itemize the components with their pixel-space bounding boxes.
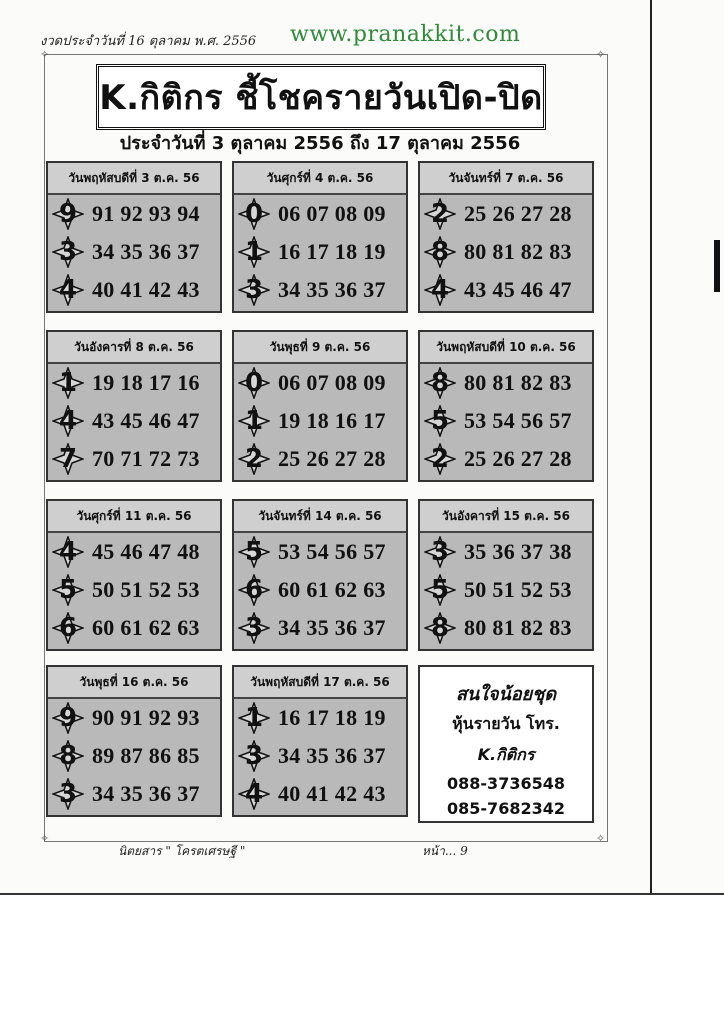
lead-digit: 8 (430, 613, 450, 643)
number-set: 43 45 46 47 (92, 408, 200, 433)
number-set: 25 26 27 28 (278, 446, 386, 471)
lead-digit: 4 (58, 406, 78, 436)
star-digit-badge (424, 236, 456, 268)
star-digit-badge (424, 443, 456, 475)
star-digit-badge (238, 236, 270, 268)
day-panel (418, 499, 594, 651)
number-row (234, 699, 406, 737)
star-digit-badge (238, 702, 270, 734)
number-set: 43 45 46 47 (464, 277, 572, 302)
number-row (48, 440, 220, 478)
lead-digit: 9 (58, 199, 78, 229)
star-digit-badge (52, 612, 84, 644)
page-title: K.กิติกร ชี้โชครายวันเปิด-ปิด (99, 78, 543, 118)
number-row (48, 402, 220, 440)
day-panel (232, 330, 408, 482)
star-digit-badge (424, 367, 456, 399)
lead-digit: 1 (244, 406, 264, 436)
star-digit-badge (52, 367, 84, 399)
date-range: ประจำวันที่ 3 ตุลาคม 2556 ถึง 17 ตุลาคม 2556 (119, 133, 521, 154)
lead-digit: 5 (430, 575, 450, 605)
star-digit-badge (238, 740, 270, 772)
day-panel (418, 330, 594, 482)
number-row (234, 440, 406, 478)
corner-star-icon: ✧ (40, 48, 50, 61)
lead-digit: 4 (244, 779, 264, 809)
number-row (420, 533, 592, 571)
number-set: 34 35 36 37 (278, 743, 386, 768)
number-row (48, 271, 220, 309)
page-edge-line (650, 0, 652, 893)
lead-digit: 4 (58, 275, 78, 305)
lead-digit: 3 (430, 537, 450, 567)
contact-phone-1: 088-3736548 (447, 774, 565, 793)
number-set: 70 71 72 73 (92, 446, 200, 471)
contact-line-2: หุ้นรายวัน โทร. (452, 714, 560, 733)
lead-digit: 2 (244, 444, 264, 474)
star-digit-badge (52, 536, 84, 568)
number-set: 80 81 82 83 (464, 615, 572, 640)
number-row (234, 364, 406, 402)
day-panel (46, 161, 222, 313)
scan-margin (0, 893, 724, 1026)
day-panel-title: วันพุธที่ 16 ต.ค. 56 (48, 667, 220, 699)
star-digit-badge (424, 405, 456, 437)
day-panel-title: วันพฤหัสบดีที่ 10 ต.ค. 56 (420, 332, 592, 364)
number-set: 53 54 56 57 (278, 539, 386, 564)
contact-line-1: สนใจน้อยชุด (455, 684, 557, 705)
number-set: 50 51 52 53 (92, 577, 200, 602)
day-panel (232, 665, 408, 817)
number-set: 34 35 36 37 (278, 615, 386, 640)
number-row (420, 440, 592, 478)
contact-name: K.กิติกร (477, 745, 535, 764)
lead-digit: 0 (244, 199, 264, 229)
star-digit-badge (238, 778, 270, 810)
lead-digit: 1 (58, 368, 78, 398)
day-panel (232, 161, 408, 313)
number-row (234, 737, 406, 775)
number-set: 06 07 08 09 (278, 370, 386, 395)
lead-digit: 9 (58, 703, 78, 733)
lead-digit: 8 (58, 741, 78, 771)
star-digit-badge (238, 198, 270, 230)
number-row (420, 571, 592, 609)
number-set: 19 18 16 17 (278, 408, 386, 433)
day-panel-title: วันพฤหัสบดีที่ 17 ต.ค. 56 (234, 667, 406, 699)
number-row (420, 233, 592, 271)
number-row (48, 195, 220, 233)
number-set: 89 87 86 85 (92, 743, 200, 768)
lead-digit: 5 (244, 537, 264, 567)
day-panel-title: วันพฤหัสบดีที่ 3 ต.ค. 56 (48, 163, 220, 195)
number-row (234, 775, 406, 813)
number-row (48, 571, 220, 609)
number-row (48, 775, 220, 813)
corner-star-icon: ✧ (596, 48, 606, 61)
lead-digit: 4 (430, 275, 450, 305)
star-digit-badge (52, 405, 84, 437)
lead-digit: 3 (58, 779, 78, 809)
number-row (420, 195, 592, 233)
lead-digit: 0 (244, 368, 264, 398)
day-panel (232, 499, 408, 651)
number-row (48, 609, 220, 647)
lead-digit: 3 (244, 613, 264, 643)
star-digit-badge (238, 612, 270, 644)
lead-digit: 2 (430, 199, 450, 229)
day-panel-title: วันจันทร์ที่ 14 ต.ค. 56 (234, 501, 406, 533)
lead-digit: 8 (430, 368, 450, 398)
star-digit-badge (238, 443, 270, 475)
star-digit-badge (238, 536, 270, 568)
number-set: 16 17 18 19 (278, 705, 386, 730)
number-set: 90 91 92 93 (92, 705, 200, 730)
lead-digit: 8 (430, 237, 450, 267)
number-set: 16 17 18 19 (278, 239, 386, 264)
number-set: 40 41 42 43 (278, 781, 386, 806)
star-digit-badge (238, 274, 270, 306)
day-panel-title: วันจันทร์ที่ 7 ต.ค. 56 (420, 163, 592, 195)
star-digit-badge (52, 443, 84, 475)
lead-digit: 7 (58, 444, 78, 474)
lead-digit: 5 (58, 575, 78, 605)
lead-digit: 2 (430, 444, 450, 474)
number-row (234, 195, 406, 233)
footer-magazine: นิตยสาร " โครตเศรษฐี " (118, 844, 246, 858)
number-set: 34 35 36 37 (92, 781, 200, 806)
star-digit-badge (52, 778, 84, 810)
scan-mark (714, 240, 720, 292)
number-row (234, 402, 406, 440)
contact-box (418, 665, 594, 823)
number-row (420, 364, 592, 402)
star-digit-badge (52, 198, 84, 230)
lead-digit: 6 (58, 613, 78, 643)
number-set: 50 51 52 53 (464, 577, 572, 602)
star-digit-badge (52, 574, 84, 606)
star-digit-badge (424, 574, 456, 606)
number-set: 34 35 36 37 (92, 239, 200, 264)
lead-digit: 5 (430, 406, 450, 436)
star-digit-badge (238, 367, 270, 399)
star-digit-badge (52, 236, 84, 268)
number-set: 34 35 36 37 (278, 277, 386, 302)
day-panel-title: วันพุธที่ 9 ต.ค. 56 (234, 332, 406, 364)
star-digit-badge (424, 612, 456, 644)
star-digit-badge (52, 740, 84, 772)
corner-star-icon: ✧ (40, 832, 50, 845)
number-row (234, 533, 406, 571)
day-panel (46, 499, 222, 651)
number-set: 06 07 08 09 (278, 201, 386, 226)
number-set: 60 61 62 63 (278, 577, 386, 602)
number-set: 19 18 17 16 (92, 370, 200, 395)
number-row (234, 271, 406, 309)
number-set: 60 61 62 63 (92, 615, 200, 640)
day-panel (418, 161, 594, 313)
number-row (234, 571, 406, 609)
number-row (420, 609, 592, 647)
contact-phone-2: 085-7682342 (447, 799, 565, 818)
number-set: 40 41 42 43 (92, 277, 200, 302)
number-row (234, 233, 406, 271)
lead-digit: 6 (244, 575, 264, 605)
issue-line: งวดประจำวันที่ 16 ตุลาคม พ.ศ. 2556 (40, 34, 257, 49)
star-digit-badge (52, 274, 84, 306)
lead-digit: 3 (244, 275, 264, 305)
title-box (96, 64, 546, 130)
day-panel-title: วันศุกร์ที่ 4 ต.ค. 56 (234, 163, 406, 195)
day-panel-title: วันอังคารที่ 8 ต.ค. 56 (48, 332, 220, 364)
number-row (48, 233, 220, 271)
number-set: 91 92 93 94 (92, 201, 200, 226)
day-panel (46, 330, 222, 482)
number-set: 35 36 37 38 (464, 539, 572, 564)
lead-digit: 1 (244, 237, 264, 267)
lead-digit: 3 (244, 741, 264, 771)
star-digit-badge (238, 574, 270, 606)
star-digit-badge (424, 198, 456, 230)
number-row (48, 699, 220, 737)
corner-star-icon: ✧ (596, 832, 606, 845)
star-digit-badge (52, 702, 84, 734)
footer-page-number: หน้า... 9 (422, 844, 468, 858)
number-row (420, 402, 592, 440)
number-row (48, 364, 220, 402)
number-row (420, 271, 592, 309)
day-panel (46, 665, 222, 817)
number-set: 53 54 56 57 (464, 408, 572, 433)
star-digit-badge (424, 274, 456, 306)
number-row (234, 609, 406, 647)
number-row (48, 737, 220, 775)
star-digit-badge (424, 536, 456, 568)
number-set: 45 46 47 48 (92, 539, 200, 564)
number-set: 80 81 82 83 (464, 370, 572, 395)
website-url: www.pranakkit.com (290, 22, 521, 47)
number-set: 25 26 27 28 (464, 446, 572, 471)
number-set: 25 26 27 28 (464, 201, 572, 226)
star-digit-badge (238, 405, 270, 437)
number-set: 80 81 82 83 (464, 239, 572, 264)
lead-digit: 1 (244, 703, 264, 733)
number-row (48, 533, 220, 571)
lead-digit: 4 (58, 537, 78, 567)
day-panel-title: วันอังคารที่ 15 ต.ค. 56 (420, 501, 592, 533)
lead-digit: 3 (58, 237, 78, 267)
day-panel-title: วันศุกร์ที่ 11 ต.ค. 56 (48, 501, 220, 533)
